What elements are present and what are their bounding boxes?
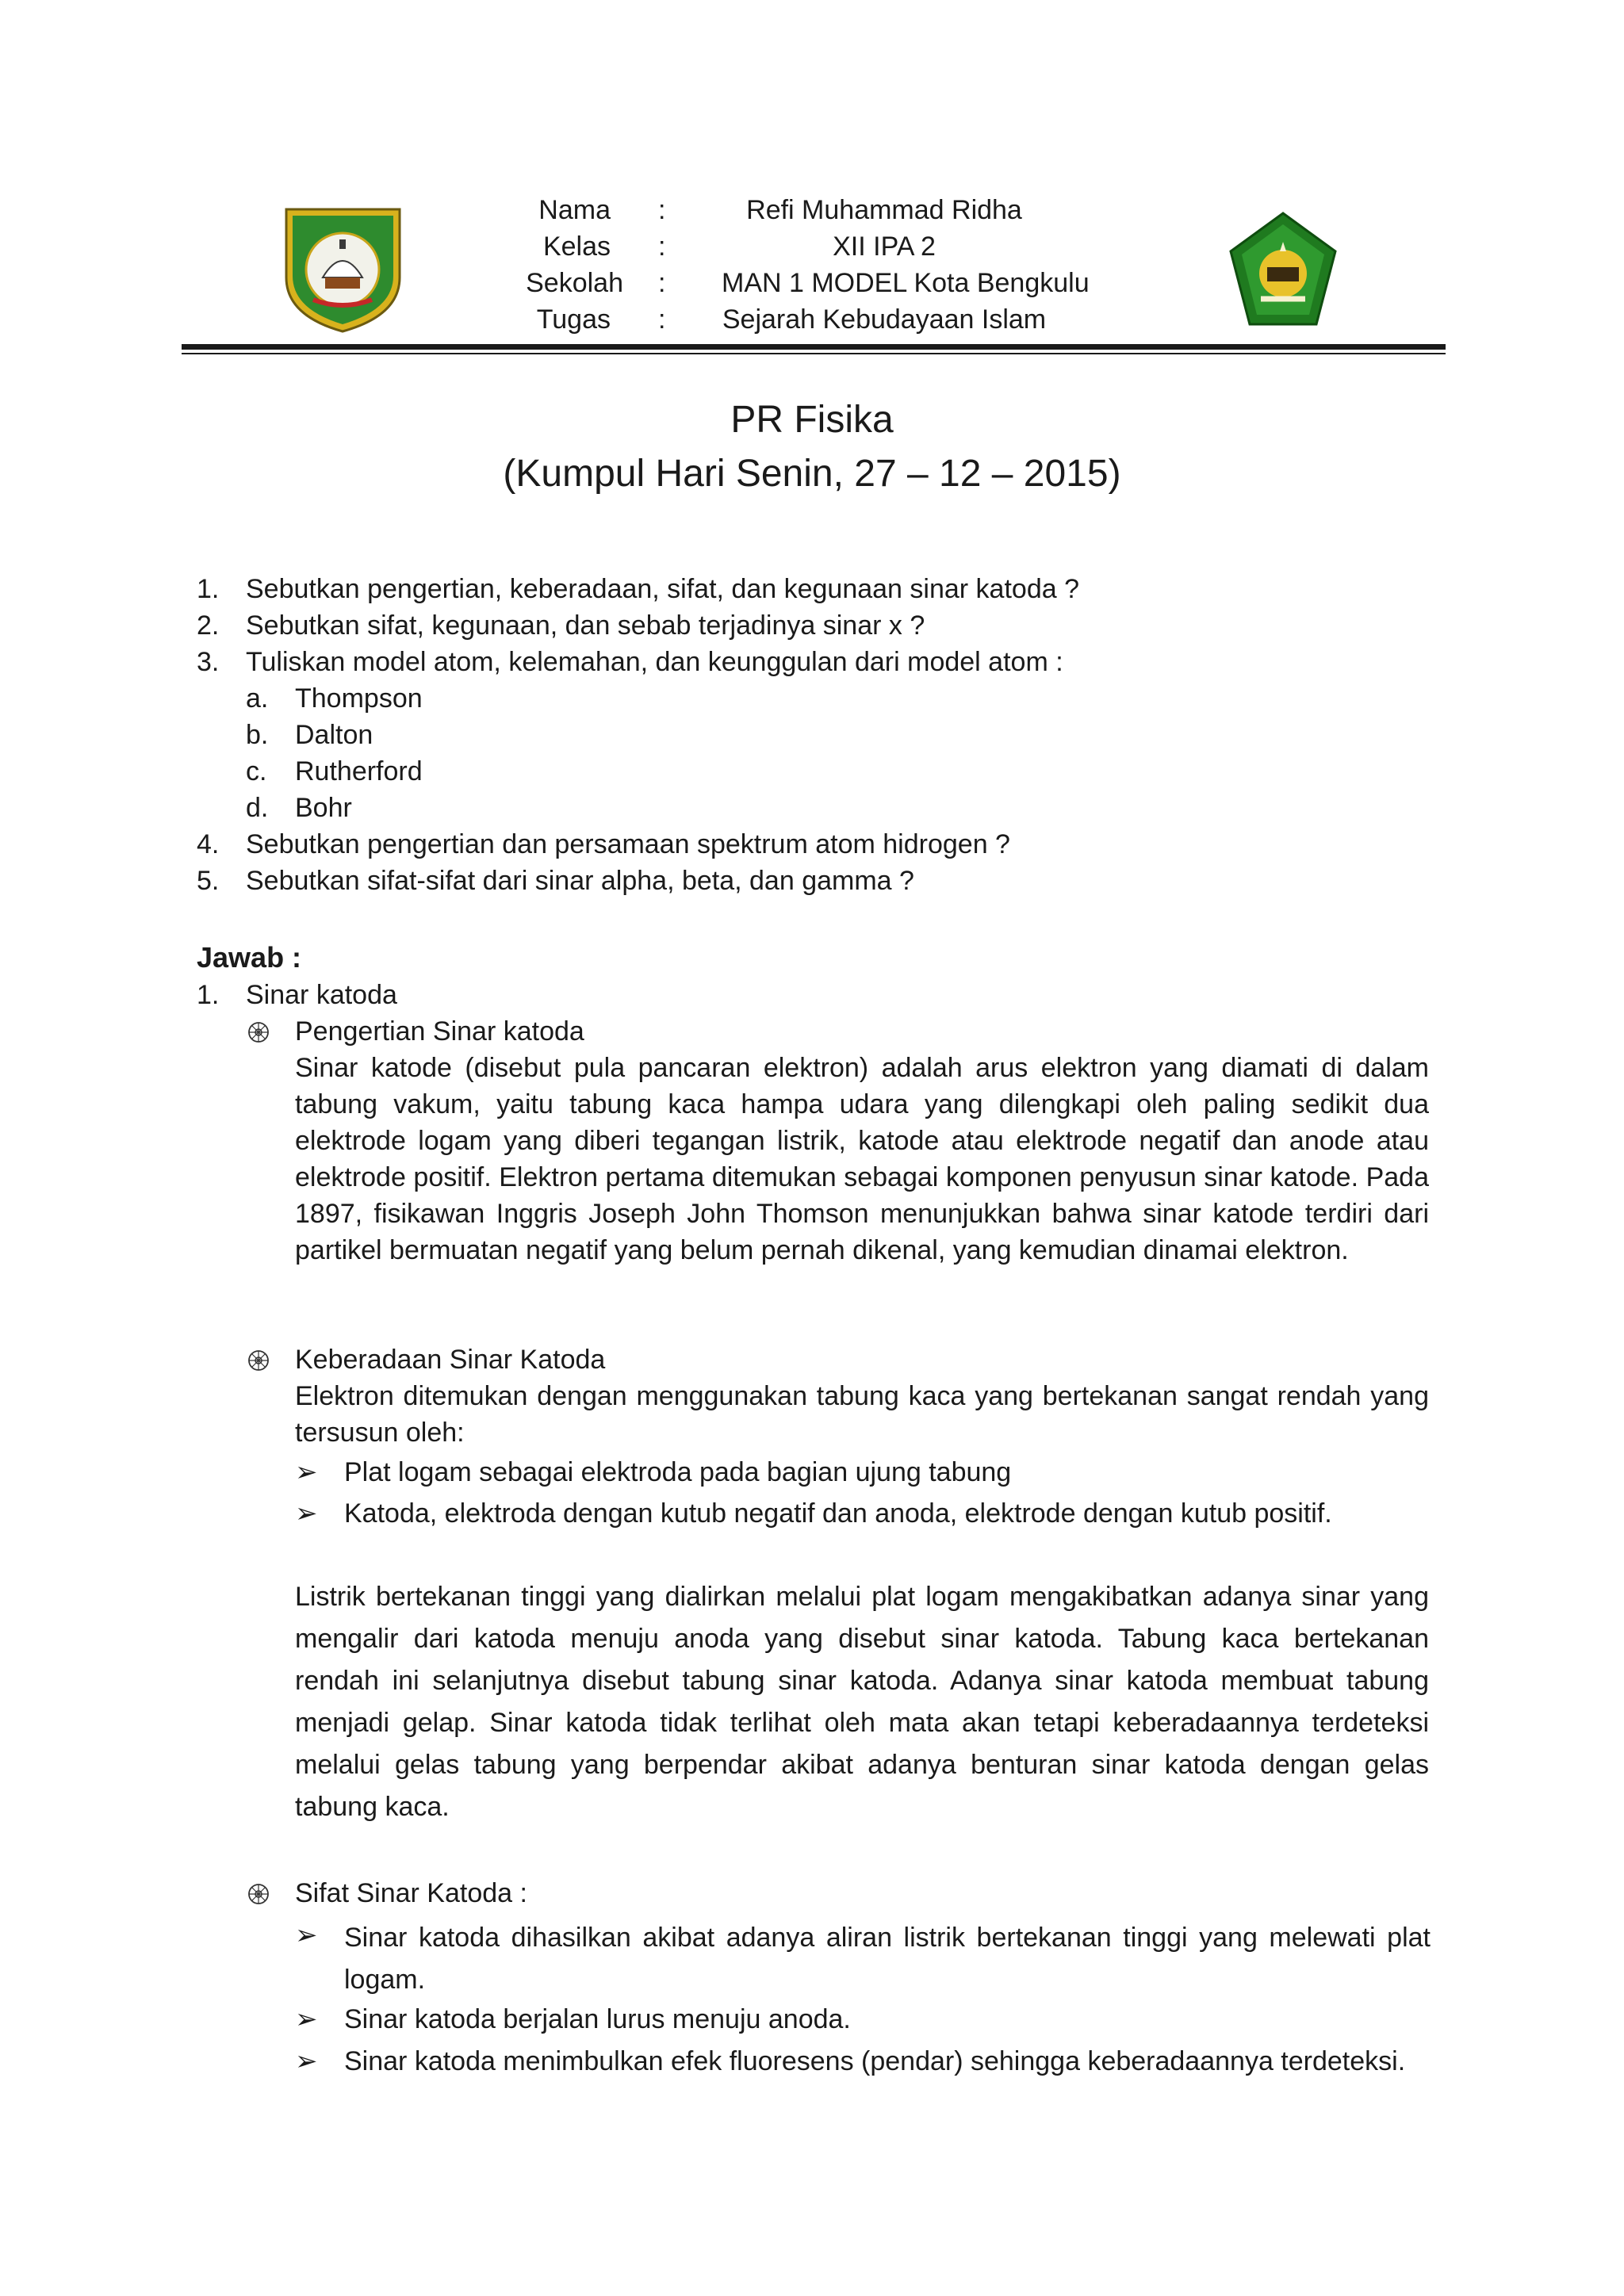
answer-title: Sinar katoda bbox=[246, 980, 397, 1010]
header-divider-thin bbox=[182, 353, 1446, 354]
question-number: 2. bbox=[197, 610, 220, 641]
arrow-bullet-icon: ➢ bbox=[295, 1457, 318, 1487]
header-colon: : bbox=[658, 232, 666, 262]
keberadaan-text-2: Listrik bertekanan tinggi yang dialirkan melalui plat logam mengakibatkan adanya sinar yang mengalir dari katoda menuju anoda yang disebut sinar katoda. Tabung kaca bertekanan rendah ini selanjutnya disebut tabung sinar katoda. Adanya sinar katoda membuat tabung menjadi gelap. Sinar katoda tidak terlihat oleh mata akan tetapi keberadaannya terdeteksi melalui gelas tabung yang berpendar akibat adanya benturan sinar katoda dengan gelas tabung kaca. bbox=[295, 1582, 1429, 1822]
header-row-nama bbox=[508, 192, 1142, 228]
subquestion-letter: b. bbox=[246, 720, 269, 750]
subquestion-letter: d. bbox=[246, 793, 269, 823]
subquestion-text: Rutherford bbox=[295, 756, 423, 786]
page-title: PR Fisika bbox=[730, 399, 894, 441]
ministry-logo-right bbox=[1228, 210, 1339, 329]
subquestion-text: Dalton bbox=[295, 720, 373, 750]
flower-bullet-icon bbox=[247, 1020, 270, 1044]
subquestion-letter: c. bbox=[246, 756, 267, 786]
header-value-tugas: Sejarah Kebudayaan Islam bbox=[722, 304, 1047, 335]
identity-header bbox=[508, 192, 1142, 338]
header-row-sekolah bbox=[508, 265, 1142, 301]
header-colon: : bbox=[658, 195, 666, 225]
keberadaan-text: Elektron ditemukan dengan menggunakan tabung kaca yang bertekanan sangat rendah yang tersusun oleh: bbox=[295, 1381, 1429, 1448]
question-text: Sebutkan sifat-sifat dari sinar alpha, beta, dan gamma ? bbox=[246, 866, 914, 896]
school-logo-left bbox=[282, 205, 404, 335]
sifat-item: Sinar katoda menimbulkan efek fluoresens (pendar) sehingga keberadaannya terdeteksi. bbox=[344, 2046, 1406, 2076]
page-subtitle: (Kumpul Hari Senin, 27 – 12 – 2015) bbox=[503, 453, 1121, 495]
header-colon: : bbox=[658, 268, 666, 298]
header-value-kelas: XII IPA 2 bbox=[833, 232, 936, 262]
subquestion-text: Bohr bbox=[295, 793, 352, 823]
header-row-tugas bbox=[508, 301, 1142, 338]
header-label: Sekolah bbox=[526, 268, 623, 298]
header-value-sekolah: MAN 1 MODEL Kota Bengkulu bbox=[722, 268, 1090, 298]
pengertian-text: Sinar katode (disebut pula pancaran elektron) adalah arus elektron yang diamati di dalam tabung vakum, yaitu tabung kaca hampa udara yang dilengkapi oleh paling sedikit dua elektrode logam yang diberi tegangan listrik, katode atau elektrode negatif dan anode atau elektrode positif. Elektron pertama ditemukan sebagai komponen penyusun sinar katode. Pada 1897, fisikawan Inggris Joseph John Thomson menunjukkan bahwa sinar katode terdiri dari partikel bermuatan negatif yang belum pernah dikenal, yang kemudian dinamai elektron. bbox=[295, 1053, 1429, 1265]
question-number: 3. bbox=[197, 647, 220, 677]
question-number: 1. bbox=[197, 574, 220, 604]
header-value-nama: Refi Muhammad Ridha bbox=[746, 195, 1022, 225]
sifat-item: Sinar katoda berjalan lurus menuju anoda. bbox=[344, 2004, 851, 2034]
question-number: 4. bbox=[197, 829, 220, 859]
arrow-bullet-icon: ➢ bbox=[295, 2046, 318, 2076]
keberadaan-item: Plat logam sebagai elektroda pada bagian ujung tabung bbox=[344, 1457, 1012, 1487]
flower-bullet-icon bbox=[247, 1349, 270, 1372]
header-label: Kelas bbox=[542, 232, 611, 262]
section-heading-sifat: Sifat Sinar Katoda : bbox=[295, 1878, 527, 1908]
arrow-bullet-icon: ➢ bbox=[295, 1920, 318, 1950]
header-divider-thick bbox=[182, 344, 1446, 350]
flower-bullet-icon bbox=[247, 1882, 270, 1906]
question-text: Sebutkan sifat, kegunaan, dan sebab terjadinya sinar x ? bbox=[246, 610, 925, 641]
question-text: Sebutkan pengertian, keberadaan, sifat, dan kegunaan sinar katoda ? bbox=[246, 574, 1079, 604]
keberadaan-item: Katoda, elektroda dengan kutub negatif dan anoda, elektrode dengan kutub positif. bbox=[344, 1498, 1332, 1529]
subquestion-letter: a. bbox=[246, 683, 269, 714]
arrow-bullet-icon: ➢ bbox=[295, 2004, 318, 2034]
answer-heading: Jawab : bbox=[197, 941, 302, 974]
header-row-kelas bbox=[508, 228, 1142, 265]
header-colon: : bbox=[658, 304, 666, 335]
arrow-bullet-icon: ➢ bbox=[295, 1498, 318, 1529]
sifat-item: Sinar katoda dihasilkan akibat adanya aliran listrik bertekanan tinggi yang melewati plat logam. bbox=[344, 1923, 1431, 1995]
subquestion-text: Thompson bbox=[295, 683, 423, 714]
answer-number: 1. bbox=[197, 980, 220, 1010]
question-number: 5. bbox=[197, 866, 220, 896]
header-label: Tugas bbox=[536, 304, 611, 335]
section-heading-pengertian: Pengertian Sinar katoda bbox=[295, 1016, 584, 1047]
question-text: Sebutkan pengertian dan persamaan spektrum atom hidrogen ? bbox=[246, 829, 1010, 859]
header-label: Nama bbox=[538, 195, 611, 225]
question-text: Tuliskan model atom, kelemahan, dan keunggulan dari model atom : bbox=[246, 647, 1063, 677]
section-heading-keberadaan: Keberadaan Sinar Katoda bbox=[295, 1345, 606, 1375]
